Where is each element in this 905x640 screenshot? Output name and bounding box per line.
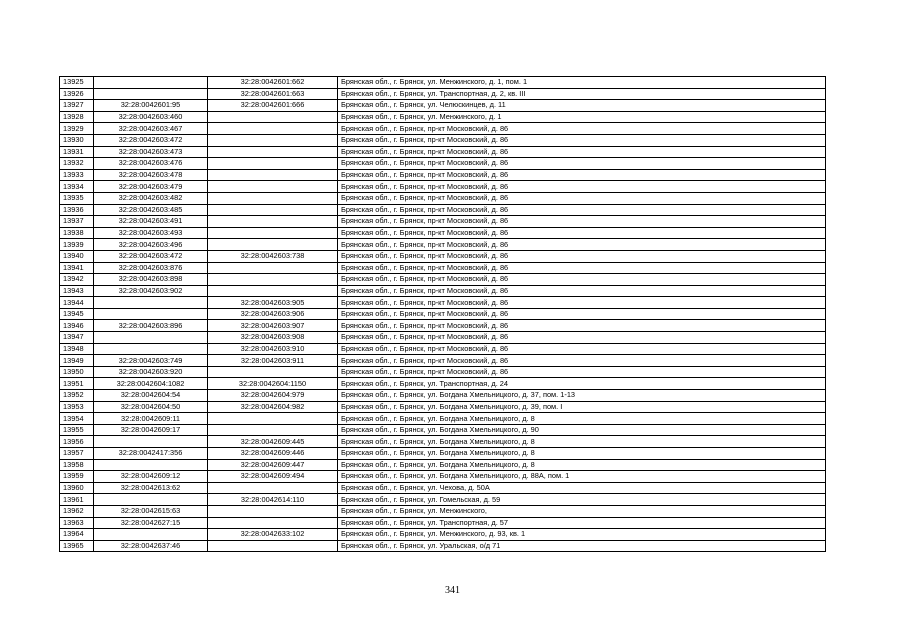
table-row [60,366,826,378]
table-row [60,482,826,494]
address-cell: Брянская обл., г. Брянск, пр-кт Московский, д. 86 [338,332,826,344]
page-number: 341 [445,585,460,596]
address-cell: Брянская обл., г. Брянск, пр-кт Московский, д. 86 [338,146,826,158]
row-number-cell: 13961 [60,494,94,506]
object-number-cell [208,192,338,204]
address-cell: Брянская обл., г. Брянск, ул. Богдана Хмельницкого, д. 8 [338,413,826,425]
parcel-number-cell: 32:28:0042603:472 [94,250,208,262]
parcel-number-cell [94,297,208,309]
row-number-cell: 13956 [60,436,94,448]
row-number-cell: 13955 [60,424,94,436]
object-number-cell: 32:28:0042603:908 [208,332,338,344]
object-number-cell [208,146,338,158]
address-cell: Брянская обл., г. Брянск, пр-кт Московский, д. 86 [338,250,826,262]
row-number-cell: 13926 [60,88,94,100]
parcel-number-cell [94,494,208,506]
table-row [60,424,826,436]
table-row [60,505,826,517]
address-cell: Брянская обл., г. Брянск, пр-кт Московский, д. 86 [338,320,826,332]
parcel-number-cell: 32:28:0042603:485 [94,204,208,216]
parcel-number-cell [94,308,208,320]
table-row [60,239,826,251]
row-number-cell: 13928 [60,111,94,123]
address-cell: Брянская обл., г. Брянск, ул. Транспортная, д. 24 [338,378,826,390]
row-number-cell: 13935 [60,192,94,204]
address-cell: Брянская обл., г. Брянск, пр-кт Московский, д. 86 [338,192,826,204]
object-number-cell [208,505,338,517]
row-number-cell: 13942 [60,274,94,286]
parcel-number-cell: 32:28:0042637:46 [94,540,208,552]
address-cell: Брянская обл., г. Брянск, пр-кт Московский, д. 86 [338,216,826,228]
table-row [60,529,826,541]
parcel-number-cell [94,77,208,89]
object-number-cell [208,274,338,286]
address-cell: Брянская обл., г. Брянск, ул. Богдана Хмельницкого, д. 88А, пом. 1 [338,471,826,483]
parcel-number-cell: 32:28:0042603:920 [94,366,208,378]
parcel-number-cell: 32:28:0042603:467 [94,123,208,135]
address-cell: Брянская обл., г. Брянск, пр-кт Московский, д. 86 [338,158,826,170]
parcel-number-cell: 32:28:0042603:898 [94,274,208,286]
object-number-cell: 32:28:0042603:910 [208,343,338,355]
table-row [60,355,826,367]
table-row [60,332,826,344]
object-number-cell [208,158,338,170]
row-number-cell: 13949 [60,355,94,367]
object-number-cell [208,111,338,123]
row-number-cell: 13960 [60,482,94,494]
parcel-number-cell: 32:28:0042603:476 [94,158,208,170]
table-row [60,494,826,506]
parcel-number-cell: 32:28:0042604:50 [94,401,208,413]
table-row [60,459,826,471]
object-number-cell: 32:28:0042603:907 [208,320,338,332]
row-number-cell: 13939 [60,239,94,251]
object-number-cell [208,134,338,146]
table-row [60,100,826,112]
row-number-cell: 13948 [60,343,94,355]
object-number-cell [208,239,338,251]
object-number-cell: 32:28:0042609:447 [208,459,338,471]
row-number-cell: 13947 [60,332,94,344]
object-number-cell: 32:28:0042601:666 [208,100,338,112]
table-row [60,77,826,89]
object-number-cell [208,540,338,552]
object-number-cell: 32:28:0042603:905 [208,297,338,309]
row-number-cell: 13957 [60,448,94,460]
table-row [60,413,826,425]
parcel-number-cell: 32:28:0042604:1082 [94,378,208,390]
table-row [60,378,826,390]
object-number-cell: 32:28:0042603:911 [208,355,338,367]
table-row [60,111,826,123]
registry-table [59,76,826,552]
table-row [60,88,826,100]
table-row [60,285,826,297]
parcel-number-cell [94,459,208,471]
address-cell: Брянская обл., г. Брянск, пр-кт Московский, д. 86 [338,262,826,274]
object-number-cell [208,181,338,193]
row-number-cell: 13958 [60,459,94,471]
table-row [60,192,826,204]
parcel-number-cell: 32:28:0042615:63 [94,505,208,517]
parcel-number-cell: 32:28:0042627:15 [94,517,208,529]
table-row [60,448,826,460]
parcel-number-cell: 32:28:0042603:478 [94,169,208,181]
object-number-cell [208,366,338,378]
row-number-cell: 13964 [60,529,94,541]
parcel-number-cell [94,343,208,355]
table-row [60,123,826,135]
table-row [60,216,826,228]
address-cell: Брянская обл., г. Брянск, ул. Транспортная, д. 57 [338,517,826,529]
row-number-cell: 13938 [60,227,94,239]
row-number-cell: 13930 [60,134,94,146]
object-number-cell [208,216,338,228]
table-row [60,158,826,170]
row-number-cell: 13944 [60,297,94,309]
object-number-cell: 32:28:0042601:662 [208,77,338,89]
address-cell: Брянская обл., г. Брянск, пр-кт Московский, д. 86 [338,297,826,309]
object-number-cell [208,482,338,494]
object-number-cell [208,413,338,425]
address-cell: Брянская обл., г. Брянск, ул. Богдана Хмельницкого, д. 90 [338,424,826,436]
table-row [60,181,826,193]
table-row [60,540,826,552]
parcel-number-cell: 32:28:0042613:62 [94,482,208,494]
parcel-number-cell: 32:28:0042601:95 [94,100,208,112]
address-cell: Брянская обл., г. Брянск, пр-кт Московский, д. 86 [338,134,826,146]
table-row [60,227,826,239]
row-number-cell: 13931 [60,146,94,158]
address-cell: Брянская обл., г. Брянск, ул. Менжинского, д. 93, кв. 1 [338,529,826,541]
address-cell: Брянская обл., г. Брянск, пр-кт Московский, д. 86 [338,285,826,297]
object-number-cell [208,169,338,181]
address-cell: Брянская обл., г. Брянск, пр-кт Московский, д. 86 [338,343,826,355]
object-number-cell: 32:28:0042603:738 [208,250,338,262]
object-number-cell: 32:28:0042604:979 [208,390,338,402]
table-row [60,320,826,332]
object-number-cell [208,517,338,529]
table-row [60,169,826,181]
address-cell: Брянская обл., г. Брянск, пр-кт Московский, д. 86 [338,123,826,135]
object-number-cell: 32:28:0042609:445 [208,436,338,448]
row-number-cell: 13959 [60,471,94,483]
object-number-cell: 32:28:0042604:982 [208,401,338,413]
address-cell: Брянская обл., г. Брянск, ул. Транспортная, д. 2, кв. III [338,88,826,100]
object-number-cell [208,227,338,239]
table-row [60,204,826,216]
parcel-number-cell: 32:28:0042609:12 [94,471,208,483]
parcel-number-cell: 32:28:0042603:491 [94,216,208,228]
address-cell: Брянская обл., г. Брянск, ул. Челюскинцев, д. 11 [338,100,826,112]
object-number-cell [208,123,338,135]
row-number-cell: 13946 [60,320,94,332]
address-cell: Брянская обл., г. Брянск, ул. Богдана Хмельницкого, д. 37, пом. 1-13 [338,390,826,402]
table-row [60,134,826,146]
object-number-cell: 32:28:0042601:663 [208,88,338,100]
parcel-number-cell: 32:28:0042603:460 [94,111,208,123]
row-number-cell: 13965 [60,540,94,552]
row-number-cell: 13963 [60,517,94,529]
table-row [60,146,826,158]
address-cell: Брянская обл., г. Брянск, пр-кт Московский, д. 86 [338,239,826,251]
row-number-cell: 13954 [60,413,94,425]
row-number-cell: 13933 [60,169,94,181]
address-cell: Брянская обл., г. Брянск, ул. Менжинского, д. 1 [338,111,826,123]
address-cell: Брянская обл., г. Брянск, ул. Гомельская, д. 59 [338,494,826,506]
row-number-cell: 13925 [60,77,94,89]
parcel-number-cell: 32:28:0042603:479 [94,181,208,193]
parcel-number-cell [94,436,208,448]
table-row [60,274,826,286]
parcel-number-cell [94,332,208,344]
parcel-number-cell: 32:28:0042609:11 [94,413,208,425]
row-number-cell: 13943 [60,285,94,297]
address-cell: Брянская обл., г. Брянск, ул. Менжинского, д. 1, пом. 1 [338,77,826,89]
table-row [60,436,826,448]
address-cell: Брянская обл., г. Брянск, ул. Менжинского, [338,505,826,517]
parcel-number-cell: 32:28:0042603:472 [94,134,208,146]
table-row [60,401,826,413]
row-number-cell: 13951 [60,378,94,390]
parcel-number-cell: 32:28:0042603:482 [94,192,208,204]
object-number-cell [208,262,338,274]
object-number-cell [208,424,338,436]
table-row [60,262,826,274]
table-row [60,250,826,262]
row-number-cell: 13941 [60,262,94,274]
address-cell: Брянская обл., г. Брянск, пр-кт Московский, д. 86 [338,169,826,181]
table-row [60,517,826,529]
address-cell: Брянская обл., г. Брянск, ул. Богдана Хмельницкого, д. 8 [338,436,826,448]
row-number-cell: 13936 [60,204,94,216]
row-number-cell: 13940 [60,250,94,262]
object-number-cell: 32:28:0042614:110 [208,494,338,506]
table-row [60,308,826,320]
object-number-cell: 32:28:0042633:102 [208,529,338,541]
parcel-number-cell: 32:28:0042604:54 [94,390,208,402]
row-number-cell: 13950 [60,366,94,378]
parcel-number-cell: 32:28:0042603:493 [94,227,208,239]
address-cell: Брянская обл., г. Брянск, пр-кт Московский, д. 86 [338,227,826,239]
parcel-number-cell [94,529,208,541]
parcel-number-cell: 32:28:0042603:749 [94,355,208,367]
object-number-cell [208,285,338,297]
object-number-cell: 32:28:0042603:906 [208,308,338,320]
row-number-cell: 13952 [60,390,94,402]
row-number-cell: 13927 [60,100,94,112]
row-number-cell: 13962 [60,505,94,517]
table-row [60,471,826,483]
parcel-number-cell: 32:28:0042603:902 [94,285,208,297]
parcel-number-cell: 32:28:0042417:356 [94,448,208,460]
address-cell: Брянская обл., г. Брянск, пр-кт Московский, д. 86 [338,308,826,320]
parcel-number-cell: 32:28:0042603:896 [94,320,208,332]
address-cell: Брянская обл., г. Брянск, ул. Богдана Хмельницкого, д. 8 [338,459,826,471]
table-row [60,297,826,309]
object-number-cell: 32:28:0042604:1150 [208,378,338,390]
parcel-number-cell: 32:28:0042609:17 [94,424,208,436]
address-cell: Брянская обл., г. Брянск, пр-кт Московский, д. 86 [338,204,826,216]
row-number-cell: 13934 [60,181,94,193]
parcel-number-cell: 32:28:0042603:876 [94,262,208,274]
object-number-cell [208,204,338,216]
parcel-number-cell [94,88,208,100]
address-cell: Брянская обл., г. Брянск, ул. Чехова, д. 50А [338,482,826,494]
address-cell: Брянская обл., г. Брянск, пр-кт Московский, д. 86 [338,274,826,286]
object-number-cell: 32:28:0042609:494 [208,471,338,483]
address-cell: Брянская обл., г. Брянск, пр-кт Московский, д. 86 [338,366,826,378]
address-cell: Брянская обл., г. Брянск, ул. Богдана Хмельницкого, д. 8 [338,448,826,460]
address-cell: Брянская обл., г. Брянск, ул. Уральская, о/д 71 [338,540,826,552]
row-number-cell: 13945 [60,308,94,320]
object-number-cell: 32:28:0042609:446 [208,448,338,460]
address-cell: Брянская обл., г. Брянск, ул. Богдана Хмельницкого, д. 39, пом. I [338,401,826,413]
address-cell: Брянская обл., г. Брянск, пр-кт Московский, д. 86 [338,181,826,193]
row-number-cell: 13937 [60,216,94,228]
table-row [60,343,826,355]
parcel-number-cell: 32:28:0042603:473 [94,146,208,158]
row-number-cell: 13953 [60,401,94,413]
row-number-cell: 13929 [60,123,94,135]
registry-table-body [60,77,826,552]
parcel-number-cell: 32:28:0042603:496 [94,239,208,251]
address-cell: Брянская обл., г. Брянск, пр-кт Московский, д. 86 [338,355,826,367]
row-number-cell: 13932 [60,158,94,170]
table-row [60,390,826,402]
